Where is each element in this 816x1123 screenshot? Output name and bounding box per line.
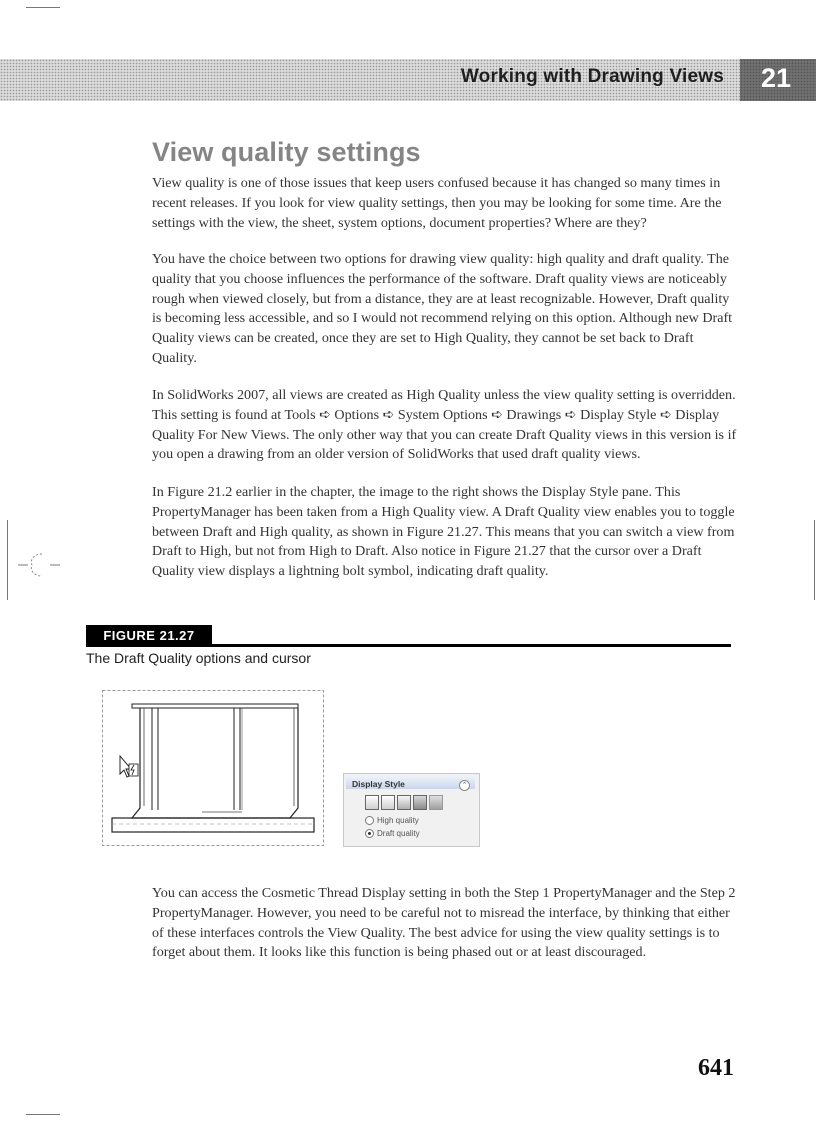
- radio-high-quality[interactable]: [365, 816, 374, 825]
- high-quality-option[interactable]: [365, 816, 419, 825]
- collapse-chevron-icon[interactable]: ⌃: [459, 780, 470, 791]
- section-heading: View quality settings: [152, 137, 421, 167]
- draft-quality-label: Draft quality: [377, 829, 420, 838]
- running-header-title: Working with Drawing Views: [460, 66, 724, 87]
- panel-header: [346, 776, 475, 789]
- paragraph-2: You have the choice between two options for drawing view quality: high quality and draft quality. The quality that you choose influences the performance of the software. Draft quality views are noticeably rough when viewed closely, but from a distance, they are at least recognizable. However, Draft quality is becoming less accessible, and so I would not recommend relying on this option. Although new Draft Quality views can be created, once they are set to High Quality, they cannot be set back to Draft Quality.: [152, 251, 733, 366]
- radio-draft-quality[interactable]: [365, 829, 374, 838]
- wireframe-style-button[interactable]: [365, 795, 379, 810]
- hidden-lines-removed-button[interactable]: [397, 795, 411, 810]
- paragraph-1: View quality is one of those issues that keep users confused because it has changed so many times in recent releases. If you look for view quality settings, then you may be looking for some time. Are the settings with the view, the sheet, system options, document properties? Where are they?: [152, 175, 722, 231]
- crop-mark-top-left: [26, 7, 60, 8]
- high-quality-label: High quality: [377, 816, 419, 825]
- display-style-panel: [343, 773, 480, 847]
- figure-label: FIGURE 21.27: [103, 628, 195, 643]
- draft-quality-option[interactable]: [365, 829, 420, 838]
- crop-mark-right: [814, 520, 815, 600]
- hidden-lines-visible-button[interactable]: [381, 795, 395, 810]
- crop-mark-bottom-left: [26, 1114, 60, 1115]
- panel-title: Display Style: [352, 779, 405, 789]
- figure-caption: The Draft Quality options and cursor: [86, 650, 311, 666]
- paragraph-4: In Figure 21.2 earlier in the chapter, the image to the right shows the Display Style pane. This PropertyManager has been taken from a High Quality view. A Draft Quality view enables you to toggle between Draft and High quality, as shown in Figure 21.27. This means that you can switch a view from Draft to High, but not from High to Draft. Also notice in Figure 21.27 that the cursor over a Draft Quality view displays a lightning bolt symbol, indicating draft quality.: [152, 484, 735, 580]
- paragraph-5: You can access the Cosmetic Thread Display setting in both the Step 1 PropertyManager and the Step 2 PropertyManager. However, you need to be careful not to misread the interface, by thinking that either of these interfaces controls the View Quality. The best advice for using the view quality settings is to forget about them. It looks like this function is being phased out or at least discouraged.: [152, 885, 736, 961]
- shaded-with-edges-button[interactable]: [413, 795, 427, 810]
- draft-quality-drawing-view: [102, 690, 324, 846]
- paragraph-3: In SolidWorks 2007, all views are created as High Quality unless the view quality setting is overridden. This setting is found at Tools ➪ Options ➪ System Options ➪ Drawings ➪ Display Style ➪ Display Quality For New Views. The only other way that you can create Draft Quality views in this version is if you open a drawing from an older version of SolidWorks that used draft quality views.: [152, 387, 737, 463]
- page-number: 641: [698, 1055, 734, 1081]
- chapter-number: 21: [760, 63, 792, 93]
- registration-mark: [18, 550, 60, 580]
- figure-rule: [86, 644, 731, 647]
- crop-mark-left: [7, 520, 8, 600]
- shaded-button[interactable]: [429, 795, 443, 810]
